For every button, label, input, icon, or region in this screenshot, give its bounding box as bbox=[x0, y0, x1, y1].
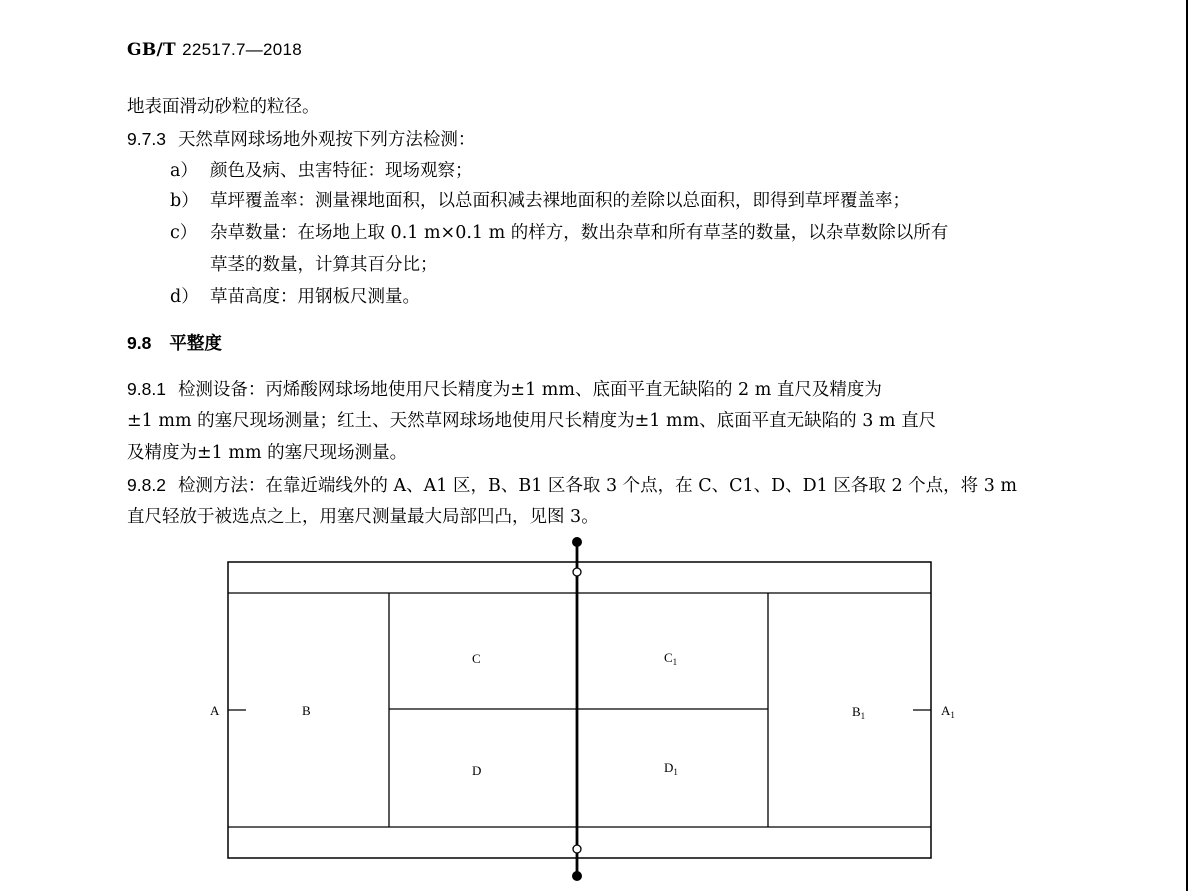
standard-code: 22517.7—2018 bbox=[182, 40, 303, 59]
list-text: 草坪覆盖率：测量裸地面积，以总面积减去裸地面积的差除以总面积，即得到草坪覆盖率； bbox=[210, 191, 910, 211]
zone-label-d1 bbox=[664, 760, 678, 777]
list-label: d） bbox=[170, 287, 199, 307]
section-title: 平整度 bbox=[169, 333, 222, 353]
list-label: c） bbox=[170, 223, 198, 243]
zone-label-c1-sub: 1 bbox=[672, 657, 678, 667]
list-text: 草苗高度：用钢板尺测量。 bbox=[210, 287, 420, 307]
list-label: a） bbox=[170, 161, 198, 181]
zone-label-c: C bbox=[472, 651, 481, 666]
list-text: 杂草数量：在场地上取 0.1 m×0.1 m 的样方，数出杂草和所有草茎的数量，以杂草数除以所有 bbox=[210, 223, 949, 243]
clause-number: 9.7.3 bbox=[127, 129, 166, 149]
zone-label-d1-sub: 1 bbox=[673, 767, 678, 777]
zone-label-c1 bbox=[664, 650, 677, 667]
clause-text: 天然草网球场地外观按下列方法检测： bbox=[177, 130, 476, 150]
zone-label-b1 bbox=[852, 704, 865, 721]
net-singles-stick-bottom bbox=[573, 845, 581, 853]
list-text: 颜色及病、虫害特征：现场观察； bbox=[210, 161, 473, 181]
list-label: b） bbox=[170, 191, 199, 211]
net-post-bottom bbox=[572, 871, 582, 881]
zone-label-b1-sub: 1 bbox=[860, 711, 866, 721]
paragraph-continuation: 地表面滑动砂粒的粒径。 bbox=[127, 97, 320, 117]
clause-text: 检测设备：丙烯酸网球场地使用尺长精度为±1 mm、底面平直无缺陷的 2 m 直尺及精度为 bbox=[177, 380, 882, 400]
zone-label-a1-sub: 1 bbox=[950, 710, 955, 720]
standard-prefix: GB/T bbox=[127, 40, 176, 60]
court-outline bbox=[228, 562, 931, 858]
clause-9-8-1-line-3: 及精度为±1 mm 的塞尺现场测量。 bbox=[127, 443, 408, 463]
clause-text: 检测方法：在靠近端线外的 A、A1 区，B、B1 区各取 3 个点，在 C、C1、D、D1 区各取 2 个点，将 3 m bbox=[177, 476, 1017, 496]
zone-label-d: D bbox=[472, 763, 482, 778]
zone-label-b1-main: B bbox=[852, 704, 861, 719]
list-item-c-continuation: 草茎的数量，计算其百分比； bbox=[210, 255, 438, 275]
zone-label-a1 bbox=[941, 703, 955, 720]
net-singles-stick-top bbox=[573, 568, 581, 576]
zone-label-d1-main: D bbox=[664, 760, 674, 775]
section-number: 9.8 bbox=[127, 333, 152, 353]
clause-number: 9.8.1 bbox=[127, 379, 166, 399]
zone-label-b: B bbox=[302, 703, 311, 718]
clause-number: 9.8.2 bbox=[127, 475, 166, 495]
net-post-top bbox=[572, 537, 582, 547]
zone-label-a1-main: A bbox=[941, 703, 951, 718]
clause-9-8-2-line-2: 直尺轻放于被选点之上，用塞尺测量最大局部凹凸，见图 3。 bbox=[127, 507, 599, 527]
zone-label-c1-main: C bbox=[664, 650, 673, 665]
zone-label-a: A bbox=[210, 703, 220, 718]
clause-9-8-1-line-2: ±1 mm 的塞尺现场测量；红土、天然草网球场地使用尺长精度为±1 mm、底面平直无缺陷的 3 m 直尺 bbox=[127, 411, 937, 431]
